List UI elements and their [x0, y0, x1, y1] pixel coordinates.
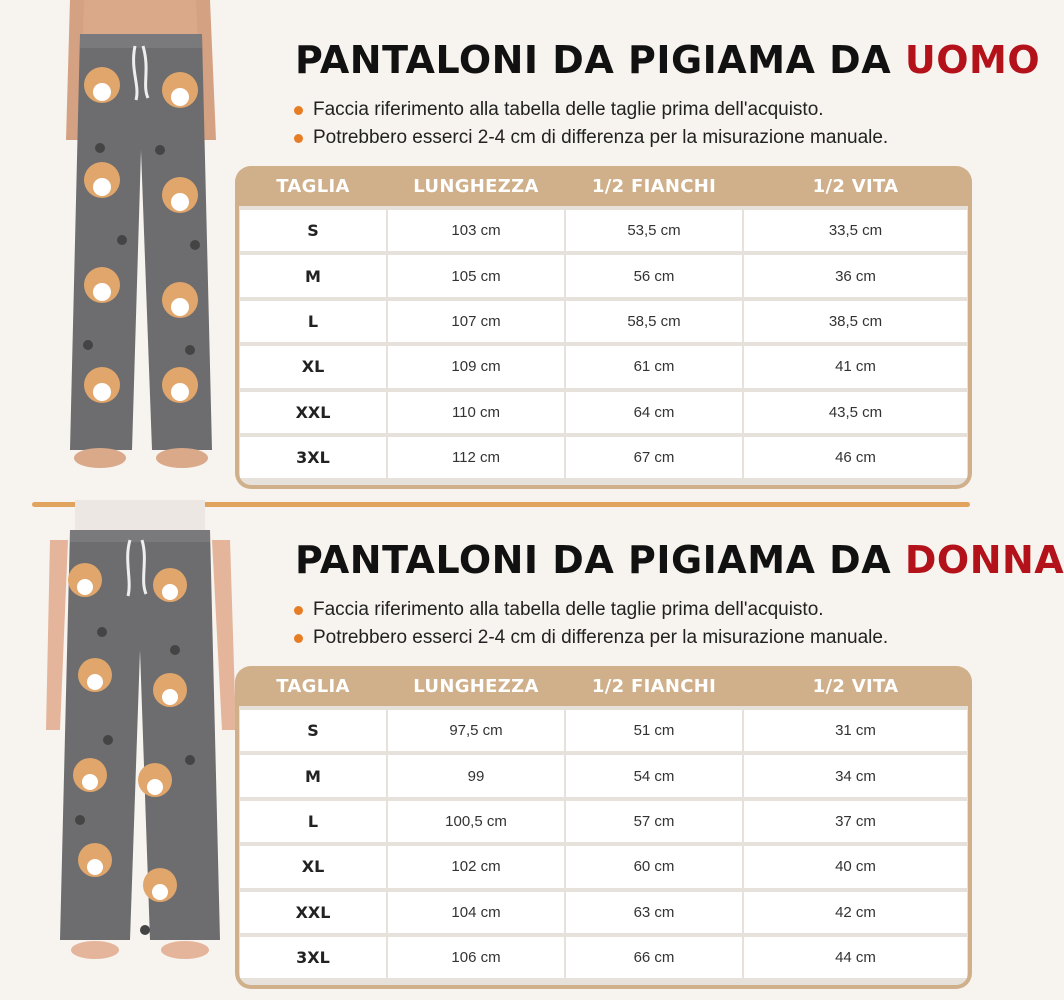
- waist-cell: 40 cm: [744, 846, 967, 887]
- men-pajama-pants-image: [40, 0, 240, 500]
- table-row: [239, 390, 968, 435]
- women-notes: [294, 596, 888, 652]
- length-cell: 99: [388, 755, 564, 796]
- men-note-1: Faccia riferimento alla tabella delle taglie prima dell'acquisto.: [294, 96, 888, 124]
- men-notes: [294, 96, 888, 152]
- size-cell: XL: [240, 846, 386, 887]
- bullet-dot-icon: [294, 134, 303, 143]
- table-row: [239, 935, 968, 980]
- men-title-main: PANTALONI DA PIGIAMA DA: [295, 38, 905, 82]
- table-row: [239, 708, 968, 753]
- length-cell: 97,5 cm: [388, 710, 564, 751]
- waist-cell: 33,5 cm: [744, 210, 967, 251]
- length-cell: 106 cm: [388, 937, 564, 978]
- hip-cell: 57 cm: [566, 801, 742, 842]
- men-title: [295, 38, 1040, 82]
- length-cell: 112 cm: [388, 437, 564, 478]
- men-size-table: [235, 166, 972, 489]
- hip-cell: 58,5 cm: [566, 301, 742, 342]
- size-cell: 3XL: [240, 937, 386, 978]
- men-section: [0, 0, 1041, 500]
- men-note-2: Potrebbero esserci 2-4 cm di differenza per la misurazione manuale.: [294, 124, 888, 152]
- table-row: [239, 435, 968, 480]
- size-cell: S: [240, 710, 386, 751]
- women-note-2: Potrebbero esserci 2-4 cm di differenza per la misurazione manuale.: [294, 624, 888, 652]
- table-row: [239, 253, 968, 298]
- hip-cell: 56 cm: [566, 255, 742, 296]
- size-cell: XXL: [240, 392, 386, 433]
- waist-cell: 41 cm: [744, 346, 967, 387]
- hip-cell: 61 cm: [566, 346, 742, 387]
- header-lunghezza: LUNGHEZZA: [413, 675, 539, 697]
- size-cell: L: [240, 301, 386, 342]
- table-row: [239, 299, 968, 344]
- men-table-body: [239, 206, 968, 485]
- size-cell: M: [240, 255, 386, 296]
- women-section: [0, 500, 1064, 1000]
- women-title: [295, 538, 1064, 582]
- waist-cell: 38,5 cm: [744, 301, 967, 342]
- table-row: [239, 799, 968, 844]
- waist-cell: 46 cm: [744, 437, 967, 478]
- bullet-dot-icon: [294, 634, 303, 643]
- length-cell: 100,5 cm: [388, 801, 564, 842]
- hip-cell: 54 cm: [566, 755, 742, 796]
- hip-cell: 63 cm: [566, 892, 742, 933]
- hip-cell: 53,5 cm: [566, 210, 742, 251]
- men-table-header: [239, 166, 968, 206]
- header-fianchi: 1/2 FIANCHI: [591, 675, 717, 697]
- header-taglia: TAGLIA: [276, 175, 350, 197]
- bullet-dot-icon: [294, 606, 303, 615]
- hip-cell: 51 cm: [566, 710, 742, 751]
- waist-cell: 37 cm: [744, 801, 967, 842]
- waist-cell: 43,5 cm: [744, 392, 967, 433]
- hip-cell: 64 cm: [566, 392, 742, 433]
- bullet-dot-icon: [294, 106, 303, 115]
- hip-cell: 66 cm: [566, 937, 742, 978]
- header-taglia: TAGLIA: [276, 675, 350, 697]
- women-table-header: [239, 666, 968, 706]
- waist-cell: 42 cm: [744, 892, 967, 933]
- size-cell: L: [240, 801, 386, 842]
- table-row: [239, 344, 968, 389]
- table-row: [239, 753, 968, 798]
- table-row: [239, 890, 968, 935]
- women-title-accent: DONNA: [904, 538, 1064, 582]
- length-cell: 107 cm: [388, 301, 564, 342]
- women-table-body: [239, 706, 968, 985]
- length-cell: 102 cm: [388, 846, 564, 887]
- women-size-table: [235, 666, 972, 989]
- size-cell: 3XL: [240, 437, 386, 478]
- size-cell: S: [240, 210, 386, 251]
- women-title-main: PANTALONI DA PIGIAMA DA: [295, 538, 905, 582]
- hip-cell: 67 cm: [566, 437, 742, 478]
- length-cell: 110 cm: [388, 392, 564, 433]
- waist-cell: 44 cm: [744, 937, 967, 978]
- size-cell: XXL: [240, 892, 386, 933]
- hip-cell: 60 cm: [566, 846, 742, 887]
- table-row: [239, 208, 968, 253]
- size-cell: XL: [240, 346, 386, 387]
- women-note-1: Faccia riferimento alla tabella delle taglie prima dell'acquisto.: [294, 596, 888, 624]
- waist-cell: 36 cm: [744, 255, 967, 296]
- length-cell: 105 cm: [388, 255, 564, 296]
- length-cell: 104 cm: [388, 892, 564, 933]
- header-fianchi: 1/2 FIANCHI: [591, 175, 717, 197]
- women-pajama-pants-image: [40, 500, 240, 1000]
- waist-cell: 31 cm: [744, 710, 967, 751]
- table-row: [239, 844, 968, 889]
- men-title-accent: UOMO: [904, 38, 1041, 82]
- header-vita: 1/2 VITA: [812, 675, 899, 697]
- length-cell: 109 cm: [388, 346, 564, 387]
- header-lunghezza: LUNGHEZZA: [413, 175, 539, 197]
- length-cell: 103 cm: [388, 210, 564, 251]
- waist-cell: 34 cm: [744, 755, 967, 796]
- size-cell: M: [240, 755, 386, 796]
- header-vita: 1/2 VITA: [812, 175, 899, 197]
